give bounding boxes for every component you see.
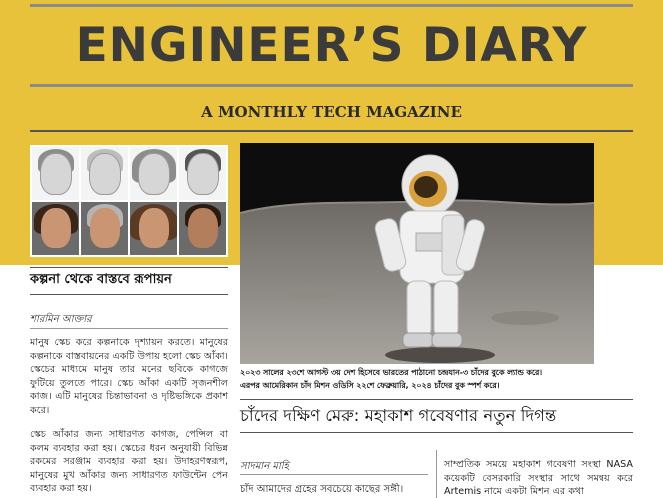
sketch-portrait [130,147,177,200]
right-article-headline: চাঁদের দক্ষিণ মেরু: মহাকাশ গবেষণার নতুন দিগন্ত [240,406,557,425]
right-article-col2-text: সাম্প্রতিক সময়ে মহাকাশ গবেষণা সংস্থা NASA কয়েকটি বেসরকারি সংস্থার সাথে সমন্বয় করে Artemis নামে একটা মিশন এর কথা [444,459,633,498]
right-headline-bottom-rule [240,432,633,433]
moon-surface-illustration [240,143,594,364]
photo-caption-line-2: এরপর আমেরিকান চাঁদ মিশন ওডিসি ২২শে ফেব্রুয়ারি, ২০২৪ চাঁদের বুক স্পর্শ করে। [240,381,500,390]
left-article-headline: কল্পনা থেকে বাস্তবে রূপায়ন [30,272,172,287]
photo-portrait [81,202,128,255]
photo-portrait [179,202,226,255]
photo-portrait [130,202,177,255]
magazine-subtitle: A MONTHLY TECH MAGAZINE [201,103,462,121]
sketch-portrait [179,147,226,200]
masthead-bottom-rule [30,84,633,87]
sketch-portrait [32,147,79,200]
astronaut-moon-photo [240,143,594,364]
left-article-author: শারমিন আক্তার [30,314,92,325]
masthead-top-rule [30,4,633,7]
right-column-divider [436,450,437,498]
left-article-paragraph-1: মানুষ স্কেচ করে কল্পনাকে দৃশ্যায়ন করতে। মানুষের কল্পনাকে বাস্তবায়নের একটি উপায় হলো স্কেচ আঁকা। স্কেচের মাধ্যমে মানুষ তার মনের ছবিকে কাগজে ফুটিয়ে তুলতে পারে। স্কেচ আঁকা একটি সৃজনশীল কাজ। এটি মানুষের চিন্তাভাবনা ও দৃষ্টিভঙ্গিকে প্রকাশ করে। [30,337,228,416]
right-article-author: সাদমান মাহি [240,461,289,472]
photo-caption-line-1: ২০২৩ সালের ২৩শে আগস্ট ৩য় দেশ হিসেবে ভারতের পাঠানো চন্দ্রযান-৩ চাঁদের বুকে ল্যান্ড করে। [240,368,543,377]
photo-portrait [32,202,79,255]
subtitle-rule [30,130,633,132]
left-headline-top-rule [30,267,228,268]
right-byline-rule [240,474,428,475]
right-headline-top-rule [240,399,633,400]
left-headline-bottom-rule [30,294,228,295]
photo-caption [240,366,630,392]
left-article-paragraph-2: স্কেচ আঁকার জন্য সাধারণত কাগজ, পেন্সিল বা কলম ব্যবহার করা হয়। স্কেচের ধরন অনুযায়ী বিভিন্ন রকমের সরঞ্জাম ব্যবহার করা হয়। উদাহরণস্বরূপ, মানুষের মুখ আঁকার জন্য সাধারণত ফাউন্টেন পেন ব্যবহার করা হয়। [30,429,228,495]
right-article-col1-text: চাঁদ আমাদের গ্রহের সবচেয়ে কাছের সঙ্গী। [240,484,404,495]
magazine-title: ENGINEER’S DIARY [75,18,588,73]
left-byline-rule [30,328,228,329]
sketch-portrait [81,147,128,200]
portrait-comparison-image [30,145,228,257]
